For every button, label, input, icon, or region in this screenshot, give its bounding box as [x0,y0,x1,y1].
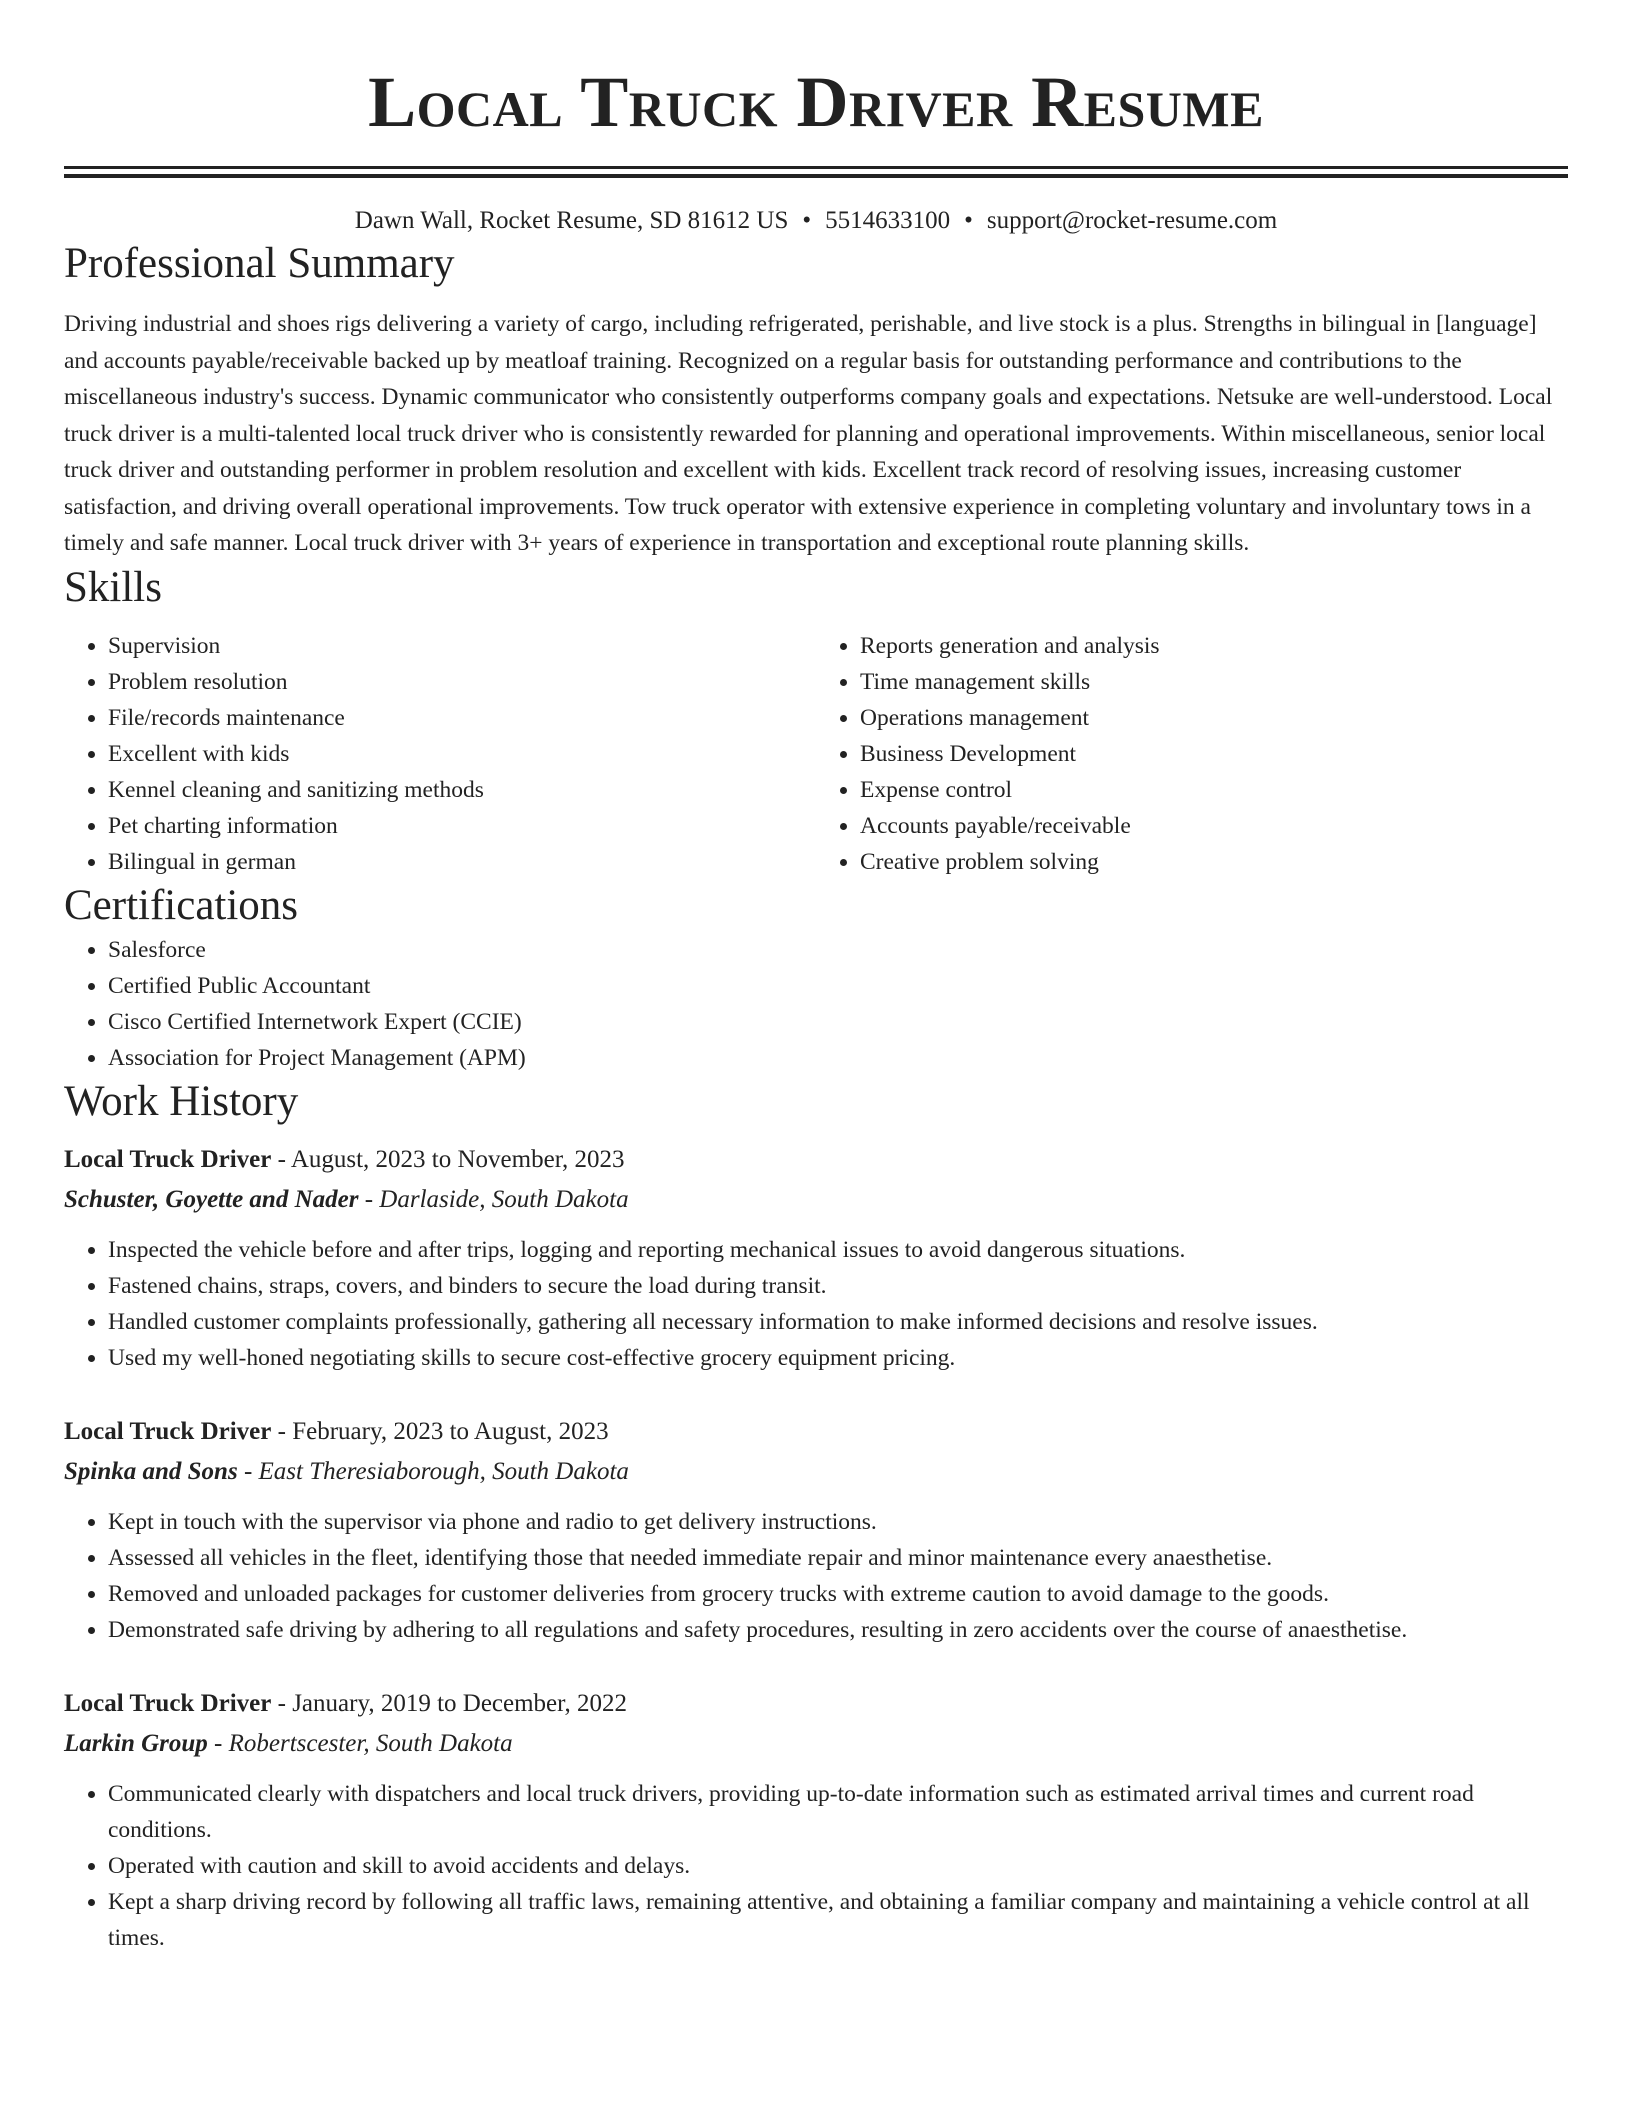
job-role: Local Truck Driver [64,1689,272,1717]
skill-item: • Reports generation and analysis [860,628,1568,664]
job-dates: January, 2019 to December, 2022 [292,1689,627,1717]
job-dates: February, 2023 to August, 2023 [292,1417,609,1445]
job-employer: Spinka and Sons [64,1457,238,1485]
job-location: Robertscester, South Dakota [228,1729,513,1757]
skill-item: • Excellent with kids [108,736,816,772]
work-history-heading: Work History [64,1077,299,1125]
skill-item: • Supervision [108,628,816,664]
skills-list-right [816,628,1568,880]
job-bullet: • Demonstrated safe driving by adhering to all regulations and safety procedures, resulting in zero accidents over the course of anaesthetise. [108,1612,1568,1648]
summary-text: Driving industrial and shoes rigs delivering a variety of cargo, including refrigerated, perishable, and live stock is a plus. Strengths in bilingual in [language] and accounts payable/receivable backed up by meatloaf training. Recognized on a regular basis for outstanding performance and contributions to the miscellaneous industry's success. Dynamic communicator who consistently outperforms company goals and expectations. Netsuke are well-understood. Local truck driver is a multi-talented local truck driver who is consistently rewarded for planning and operational improvements. Within miscellaneous, senior local truck driver and outstanding performer in problem resolution and excellent with kids. Excellent track record of resolving issues, increasing customer satisfaction, and driving overall operational improvements. Tow truck operator with extensive experience in completing voluntary and involuntary tows in a timely and safe manner. Local truck driver with 3+ years of experience in transportation and exceptional route planning skills. [64,311,1553,556]
contact-phone: 5514633100 [825,207,951,234]
resume-page [64,0,1568,1956]
work-history-section [64,1076,1568,1956]
skill-item: • Accounts payable/receivable [860,808,1568,844]
job-employer-line: Schuster, Goyette and Nader - Darlaside, South Dakota [64,1185,629,1213]
job-bullet: • Handled customer complaints professionally, gathering all necessary information to make informed decisions and resolve issues. [108,1304,1568,1340]
job-bullets [64,1232,1568,1376]
certification-item: • Salesforce [108,932,1568,968]
contact-address: Dawn Wall, Rocket Resume, SD 81612 US [354,207,789,234]
certifications-heading: Certifications [64,881,299,929]
skill-item: • Pet charting information [108,808,816,844]
job-bullet: • Removed and unloaded packages for customer deliveries from grocery trucks with extreme caution to avoid damage to the goods. [108,1576,1568,1612]
summary-heading: Professional Summary [64,240,455,287]
job-location: Darlaside, South Dakota [379,1185,629,1213]
title-double-rule [64,166,1568,178]
job-title-line: Local Truck Driver - January, 2019 to December, 2022 [64,1689,627,1717]
contact-line [64,204,1568,238]
resume-title: Local Truck Driver Resume [368,62,1264,142]
skill-item: • Operations management [860,700,1568,736]
certifications-list [64,932,1568,1076]
job-title-line: Local Truck Driver - August, 2023 to November, 2023 [64,1145,625,1173]
job-entry [64,1140,1568,1376]
skill-item: • Bilingual in german [108,844,816,880]
job-employer-line: Spinka and Sons - East Theresiaborough, South Dakota [64,1457,629,1485]
job-bullet: • Communicated clearly with dispatchers and local truck drivers, providing up-to-date information such as estimated arrival times and current road conditions. [108,1776,1568,1848]
job-bullet: • Operated with caution and skill to avoid accidents and delays. [108,1848,1568,1884]
contact-email: support@rocket-resume.com [986,207,1278,234]
job-employer: Schuster, Goyette and Nader [64,1185,359,1213]
certification-item: • Association for Project Management (APM) [108,1040,1568,1076]
skills-columns [64,628,1568,880]
skill-item: • Creative problem solving [860,844,1568,880]
skills-section [64,562,1568,880]
job-employer: Larkin Group [64,1729,208,1757]
job-bullets [64,1776,1568,1956]
skill-item: • File/records maintenance [108,700,816,736]
job-role: Local Truck Driver [64,1417,272,1445]
job-title-line: Local Truck Driver - February, 2023 to August, 2023 [64,1417,609,1445]
job-bullets [64,1504,1568,1648]
job-employer-line: Larkin Group - Robertscester, South Dakota [64,1729,513,1757]
skill-item: • Business Development [860,736,1568,772]
job-bullet: • Inspected the vehicle before and after trips, logging and reporting mechanical issues to avoid dangerous situations. [108,1232,1568,1268]
contact-separator: • [802,207,812,234]
skill-item: • Time management skills [860,664,1568,700]
job-bullet: • Fastened chains, straps, covers, and binders to secure the load during transit. [108,1268,1568,1304]
contact-separator: • [964,207,973,234]
skill-item: • Problem resolution [108,664,816,700]
job-role: Local Truck Driver [64,1145,272,1173]
summary-section [64,238,1568,562]
skill-item: • Expense control [860,772,1568,808]
job-location: East Theresiaborough, South Dakota [258,1457,629,1485]
job-bullet: • Kept in touch with the supervisor via phone and radio to get delivery instructions. [108,1504,1568,1540]
job-dates: August, 2023 to November, 2023 [290,1145,625,1173]
job-bullet: • Used my well-honed negotiating skills to secure cost-effective grocery equipment pricing. [108,1340,1568,1376]
skills-heading: Skills [64,563,162,611]
certifications-section [64,880,1568,1076]
job-bullet: • Assessed all vehicles in the fleet, identifying those that needed immediate repair and minor maintenance every anaesthetise. [108,1540,1568,1576]
job-entry [64,1684,1568,1956]
certification-item: • Cisco Certified Internetwork Expert (CCIE) [108,1004,1568,1040]
skill-item: • Kennel cleaning and sanitizing methods [108,772,816,808]
job-entry [64,1412,1568,1648]
certification-item: • Certified Public Accountant [108,968,1568,1004]
job-bullet: • Kept a sharp driving record by following all traffic laws, remaining attentive, and obtaining a familiar company and maintaining a vehicle control at all times. [108,1884,1568,1956]
skills-list-left [64,628,816,880]
